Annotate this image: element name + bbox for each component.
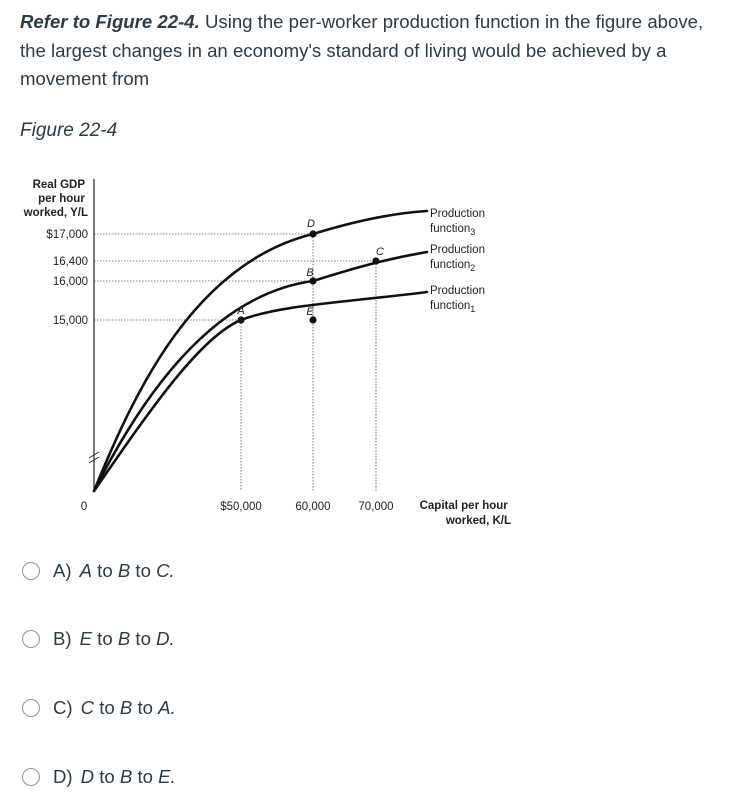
x-axis-label-line: Capital per hour xyxy=(419,500,508,512)
option-letter: D) xyxy=(53,766,73,787)
point-label: E xyxy=(306,306,314,318)
radio-button[interactable] xyxy=(22,630,40,648)
y-tick-label: $17,000 xyxy=(46,229,88,241)
figure-reference: Refer to Figure 22-4. xyxy=(20,11,200,32)
y-tick-label: 15,000 xyxy=(52,315,88,327)
answer-option-a[interactable] xyxy=(22,560,175,582)
curve-label-line: Production xyxy=(430,208,485,220)
y-axis-label-line: per hour xyxy=(38,193,85,205)
point-label: A xyxy=(237,305,245,317)
curve-label-line: Production xyxy=(430,285,485,297)
point-a xyxy=(237,316,244,323)
question-body: Using the per-worker production function in the figure above, the largest changes in an economy's standard of living would be achieved by a movement from xyxy=(20,11,704,89)
curve-label-subscript: 3 xyxy=(470,227,476,237)
curve-label-subscript: 1 xyxy=(470,304,476,314)
point-label: B xyxy=(306,267,314,279)
answer-option-b[interactable] xyxy=(22,628,175,650)
option-part: B xyxy=(117,560,131,581)
point-label: C xyxy=(376,246,384,258)
point-label: D xyxy=(307,218,315,230)
production-function-2-line xyxy=(94,252,427,491)
radio-button[interactable] xyxy=(22,699,40,717)
production-function-chart xyxy=(0,165,746,545)
x-axis-label-line: worked, K/L xyxy=(445,515,511,527)
figure-title: Figure 22-4 xyxy=(20,120,118,141)
option-text xyxy=(80,560,175,582)
option-part: to xyxy=(130,560,157,581)
y-tick-label: 16,400 xyxy=(52,256,88,268)
option-part: B xyxy=(119,697,133,718)
curve-label-subscript: 2 xyxy=(470,263,476,273)
curve-label xyxy=(430,208,485,237)
option-part: C xyxy=(80,697,95,718)
production-function-1-line xyxy=(94,292,427,491)
radio-button[interactable] xyxy=(22,768,40,786)
option-part: to xyxy=(132,766,159,787)
option-part: to xyxy=(92,628,118,649)
labeled-points xyxy=(236,218,384,324)
point-d xyxy=(309,230,316,237)
y-axis-label-line: Real GDP xyxy=(32,179,85,191)
option-part: B xyxy=(119,766,133,787)
origin-label: 0 xyxy=(80,501,88,513)
curve-label-line: function xyxy=(430,259,471,271)
question-text xyxy=(20,8,732,94)
option-part: E xyxy=(79,628,92,649)
x-axis-label xyxy=(420,500,511,527)
option-part: to xyxy=(94,697,120,718)
y-tick-label: 16,000 xyxy=(52,276,88,288)
option-part: E. xyxy=(158,766,176,787)
option-letter: B) xyxy=(53,628,72,649)
x-tick-label: $50,000 xyxy=(220,501,262,513)
option-part: B xyxy=(117,628,131,649)
option-part: to xyxy=(94,766,120,787)
option-part: to xyxy=(132,697,159,718)
curve-label xyxy=(430,244,485,273)
answer-option-d[interactable] xyxy=(22,766,176,788)
curve-label xyxy=(430,285,485,314)
option-text xyxy=(81,697,176,719)
option-part: D xyxy=(80,766,95,787)
radio-button[interactable] xyxy=(22,562,40,580)
curve-labels xyxy=(430,208,485,314)
option-part: D. xyxy=(156,628,175,649)
option-part: A xyxy=(79,560,92,581)
option-part: C. xyxy=(156,560,175,581)
option-text xyxy=(81,766,176,788)
x-tick-label: 70,000 xyxy=(358,501,394,513)
y-axis-label xyxy=(23,179,88,219)
x-tick-label: 60,000 xyxy=(295,501,331,513)
option-letter: C) xyxy=(53,697,73,718)
axes xyxy=(89,179,99,491)
option-letter: A) xyxy=(53,560,72,581)
option-part: to xyxy=(92,560,118,581)
option-part: to xyxy=(130,628,157,649)
option-part: A. xyxy=(158,697,176,718)
answer-option-c[interactable] xyxy=(22,697,176,719)
point-c xyxy=(372,257,379,264)
y-axis-label-line: worked, Y/L xyxy=(23,207,88,219)
option-text xyxy=(80,628,175,650)
curve-label-line: function xyxy=(430,223,471,235)
curve-label-line: function xyxy=(430,300,471,312)
curve-label-line: Production xyxy=(430,244,485,256)
